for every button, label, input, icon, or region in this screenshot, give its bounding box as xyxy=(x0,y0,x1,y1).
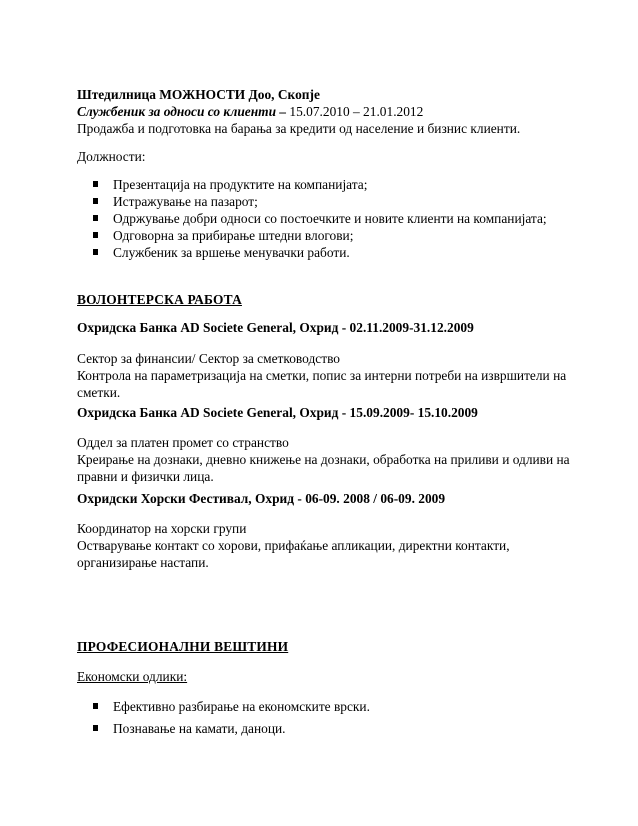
bullet-icon xyxy=(93,181,98,187)
bullet-icon xyxy=(93,198,98,204)
volunteer-entry-title: Охридска Банка AD Societe General, Охрид - 02.11.2009-31.12.2009 xyxy=(77,320,474,335)
job-description: Продажба и подготовка на барања за кредити од население и бизнис клиенти. xyxy=(77,121,521,136)
position-title: Службеник за односи со клиенти – xyxy=(77,104,287,119)
duty-item: Одговорна за прибирање штедни влогови; xyxy=(77,227,578,244)
job-entry-savings-bank xyxy=(77,86,578,137)
bullet-icon xyxy=(93,215,98,221)
bullet-icon xyxy=(93,725,98,731)
volunteer-entry-role: Координатор на хорски групи xyxy=(77,521,247,536)
duty-item: Одржување добри односи со постоечките и новите клиенти на компанијата; xyxy=(77,210,578,227)
volunteer-entry-description: Контрола на параметризација на сметки, попис за интерни потреби на извршители на сметки. xyxy=(77,368,567,400)
duty-item: Презентација на продуктите на компанијата; xyxy=(77,176,578,193)
skill-item: Познавање на камати, даноци. xyxy=(77,720,578,742)
skills-list xyxy=(77,698,578,742)
volunteer-entry-body xyxy=(77,350,578,401)
skills-subheading: Економски одлики: xyxy=(77,669,188,684)
volunteer-entry-role: Сектор за финансии/ Сектор за сметководство xyxy=(77,351,340,366)
duties-list xyxy=(77,176,578,261)
volunteer-section-heading: ВОЛОНТЕРСКА РАБОТА xyxy=(77,292,242,307)
position-dates: 15.07.2010 – 21.01.2012 xyxy=(286,104,424,119)
skills-section-heading: ПРОФЕСИОНАЛНИ ВЕШТИНИ xyxy=(77,639,289,654)
volunteer-entry-title: Охридски Хорски Фестивал, Охрид - 06-09. 2008 / 06-09. 2009 xyxy=(77,491,446,506)
duty-item: Службеник за вршење менувачки работи. xyxy=(77,244,578,261)
bullet-icon xyxy=(93,232,98,238)
skill-item: Ефективно разбирање на економските врски. xyxy=(77,698,578,720)
position-line xyxy=(77,103,578,120)
duties-label: Должности: xyxy=(77,149,146,164)
bullet-icon xyxy=(93,703,98,709)
volunteer-entry-description: Остварување контакт со хорови, прифаќање апликации, директни контакти, организирање настапи. xyxy=(77,538,510,570)
volunteer-entry-body xyxy=(77,520,578,571)
duty-item: Истражување на пазарот; xyxy=(77,193,578,210)
bullet-icon xyxy=(93,249,98,255)
volunteer-entry-title: Охридска Банка AD Societe General, Охрид - 15.09.2009- 15.10.2009 xyxy=(77,405,478,420)
volunteer-entry-description: Креирање на дознаки, дневно книжење на дознаки, обработка на приливи и одливи на правни и физички лица. xyxy=(77,452,570,484)
volunteer-entry-body xyxy=(77,434,578,485)
company-name: Штедилница МОЖНОСТИ Доо, Скопје xyxy=(77,87,320,102)
volunteer-entry-role: Оддел за платен промет со странство xyxy=(77,435,289,450)
